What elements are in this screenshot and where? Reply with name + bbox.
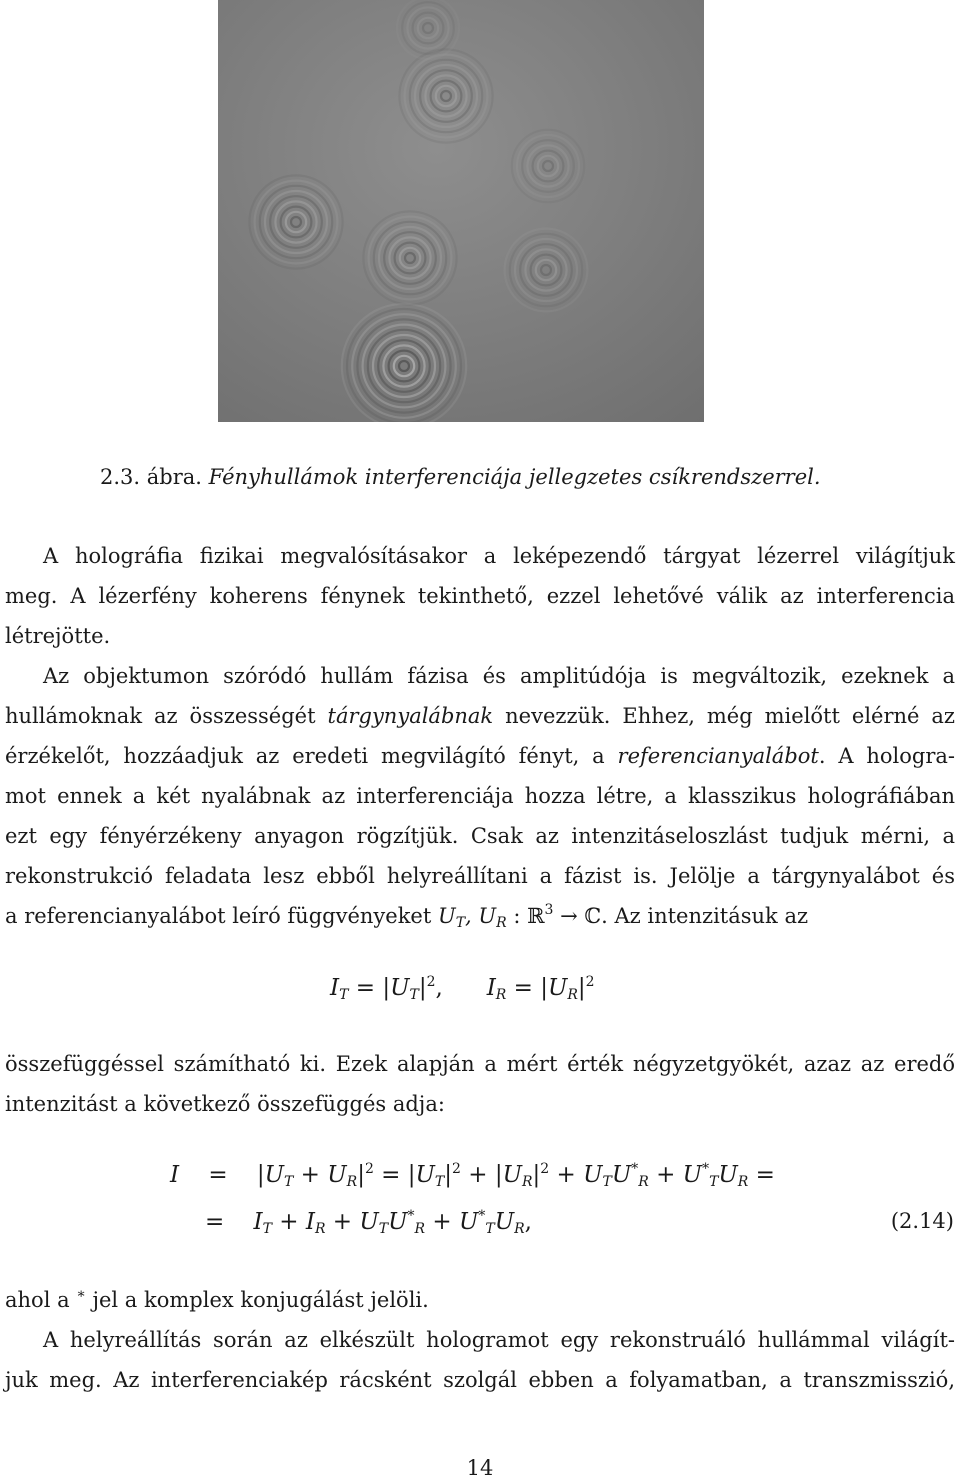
equation-2-14-row-2: = $I_T + I_R + U_TU^*_R + U^*_TU_R$,: [205, 1208, 532, 1237]
paragraph-2-line-4: mot ennek a két nyalábnak az interferenciája hozza létre, a klasszikus holográfiában: [5, 784, 955, 808]
math-colon: : ℝ$^3$ → ℂ: [513, 902, 602, 928]
equation-2-14-row-1: I = $|U_T + U_R|^2 = |U_T|^2 + |U_R|^2 + U_TU^*_R + U^*_TU_R$ =: [170, 1161, 775, 1190]
paragraph-2-line-1: Az objektumon szóródó hullám fázisa és amplitúdója is megváltozik, ezeknek a: [43, 664, 955, 688]
figure-label: 2.3. ábra.: [100, 465, 202, 489]
text-run: . A hologra-: [818, 744, 955, 768]
paragraph-2-line-6: rekonstrukció feladata lesz ebből helyreállítani a fázist is. Jelölje a tárgynyalábot és: [5, 864, 955, 888]
figure-caption-text: Fényhullámok interferenciája jellegzetes csíkrendszerrel.: [208, 465, 821, 489]
paragraph-2-line-3: [5, 736, 955, 776]
paragraph-2-line-7: [5, 896, 955, 936]
text-run: . Az intenzitásuk az: [601, 904, 809, 928]
text-run: nevezzük. Ehhez, még mielőtt elérné az: [493, 704, 955, 728]
equation-number: (2.14): [890, 1209, 954, 1233]
paragraph-2-line-5: ezt egy fényérzékeny anyagon rögzítjük. Csak az intenzitáseloszlást tudjuk mérni, a: [5, 824, 955, 848]
page-number: 14: [466, 1456, 494, 1480]
equation-intensities: $I_T = |U_T|^2$, $I_R = |U_R|^2$: [330, 974, 595, 1003]
term-referencianyalab: referencianyalábot: [617, 744, 819, 768]
interference-rings-image: [218, 0, 704, 422]
paragraph-1-line-1: A holográfia fizikai megvalósításakor a leképezendő tárgyat lézerrel világítjuk: [43, 544, 955, 568]
paragraph-3-line-2: intenzitást a következő összefüggés adja:: [5, 1092, 445, 1116]
interference-rings-photo: [218, 0, 704, 422]
text-run: hullámoknak az összességét: [5, 704, 328, 728]
paragraph-2-line-2: [5, 696, 955, 736]
paragraph-4-line-1: ahol a ∗ jel a komplex konjugálást jelöli.: [5, 1286, 429, 1312]
text-run: érzékelőt, hozzáadjuk az eredeti megvilágító fényt, a: [5, 744, 618, 768]
math-ut-ur: $U_T$, $U_R$: [437, 904, 507, 931]
text-run: jel a komplex konjugálást jelöli.: [85, 1288, 429, 1312]
text-run: ahol a: [5, 1288, 77, 1312]
figure-caption: [100, 462, 920, 492]
paragraph-1-line-3: létrejötte.: [5, 624, 111, 648]
term-targynyalab: tárgynyalábnak: [327, 704, 494, 728]
text-run: a referencianyalábot leíró függvényeket: [5, 904, 438, 928]
paragraph-5-line-2: juk meg. Az interferenciakép rácsként szolgál ebben a folyamatban, a transzmisszió,: [5, 1368, 955, 1392]
paragraph-5-line-1: A helyreállítás során az elkészült hologramot egy rekonstruáló hullámmal világít-: [43, 1328, 955, 1352]
paragraph-3-line-1: összefüggéssel számítható ki. Ezek alapján a mért érték négyzetgyökét, azaz az eredő: [5, 1052, 955, 1076]
paragraph-1-line-2: meg. A lézerfény koherens fénynek tekinthető, ezzel lehetővé válik az interferencia: [5, 584, 955, 608]
